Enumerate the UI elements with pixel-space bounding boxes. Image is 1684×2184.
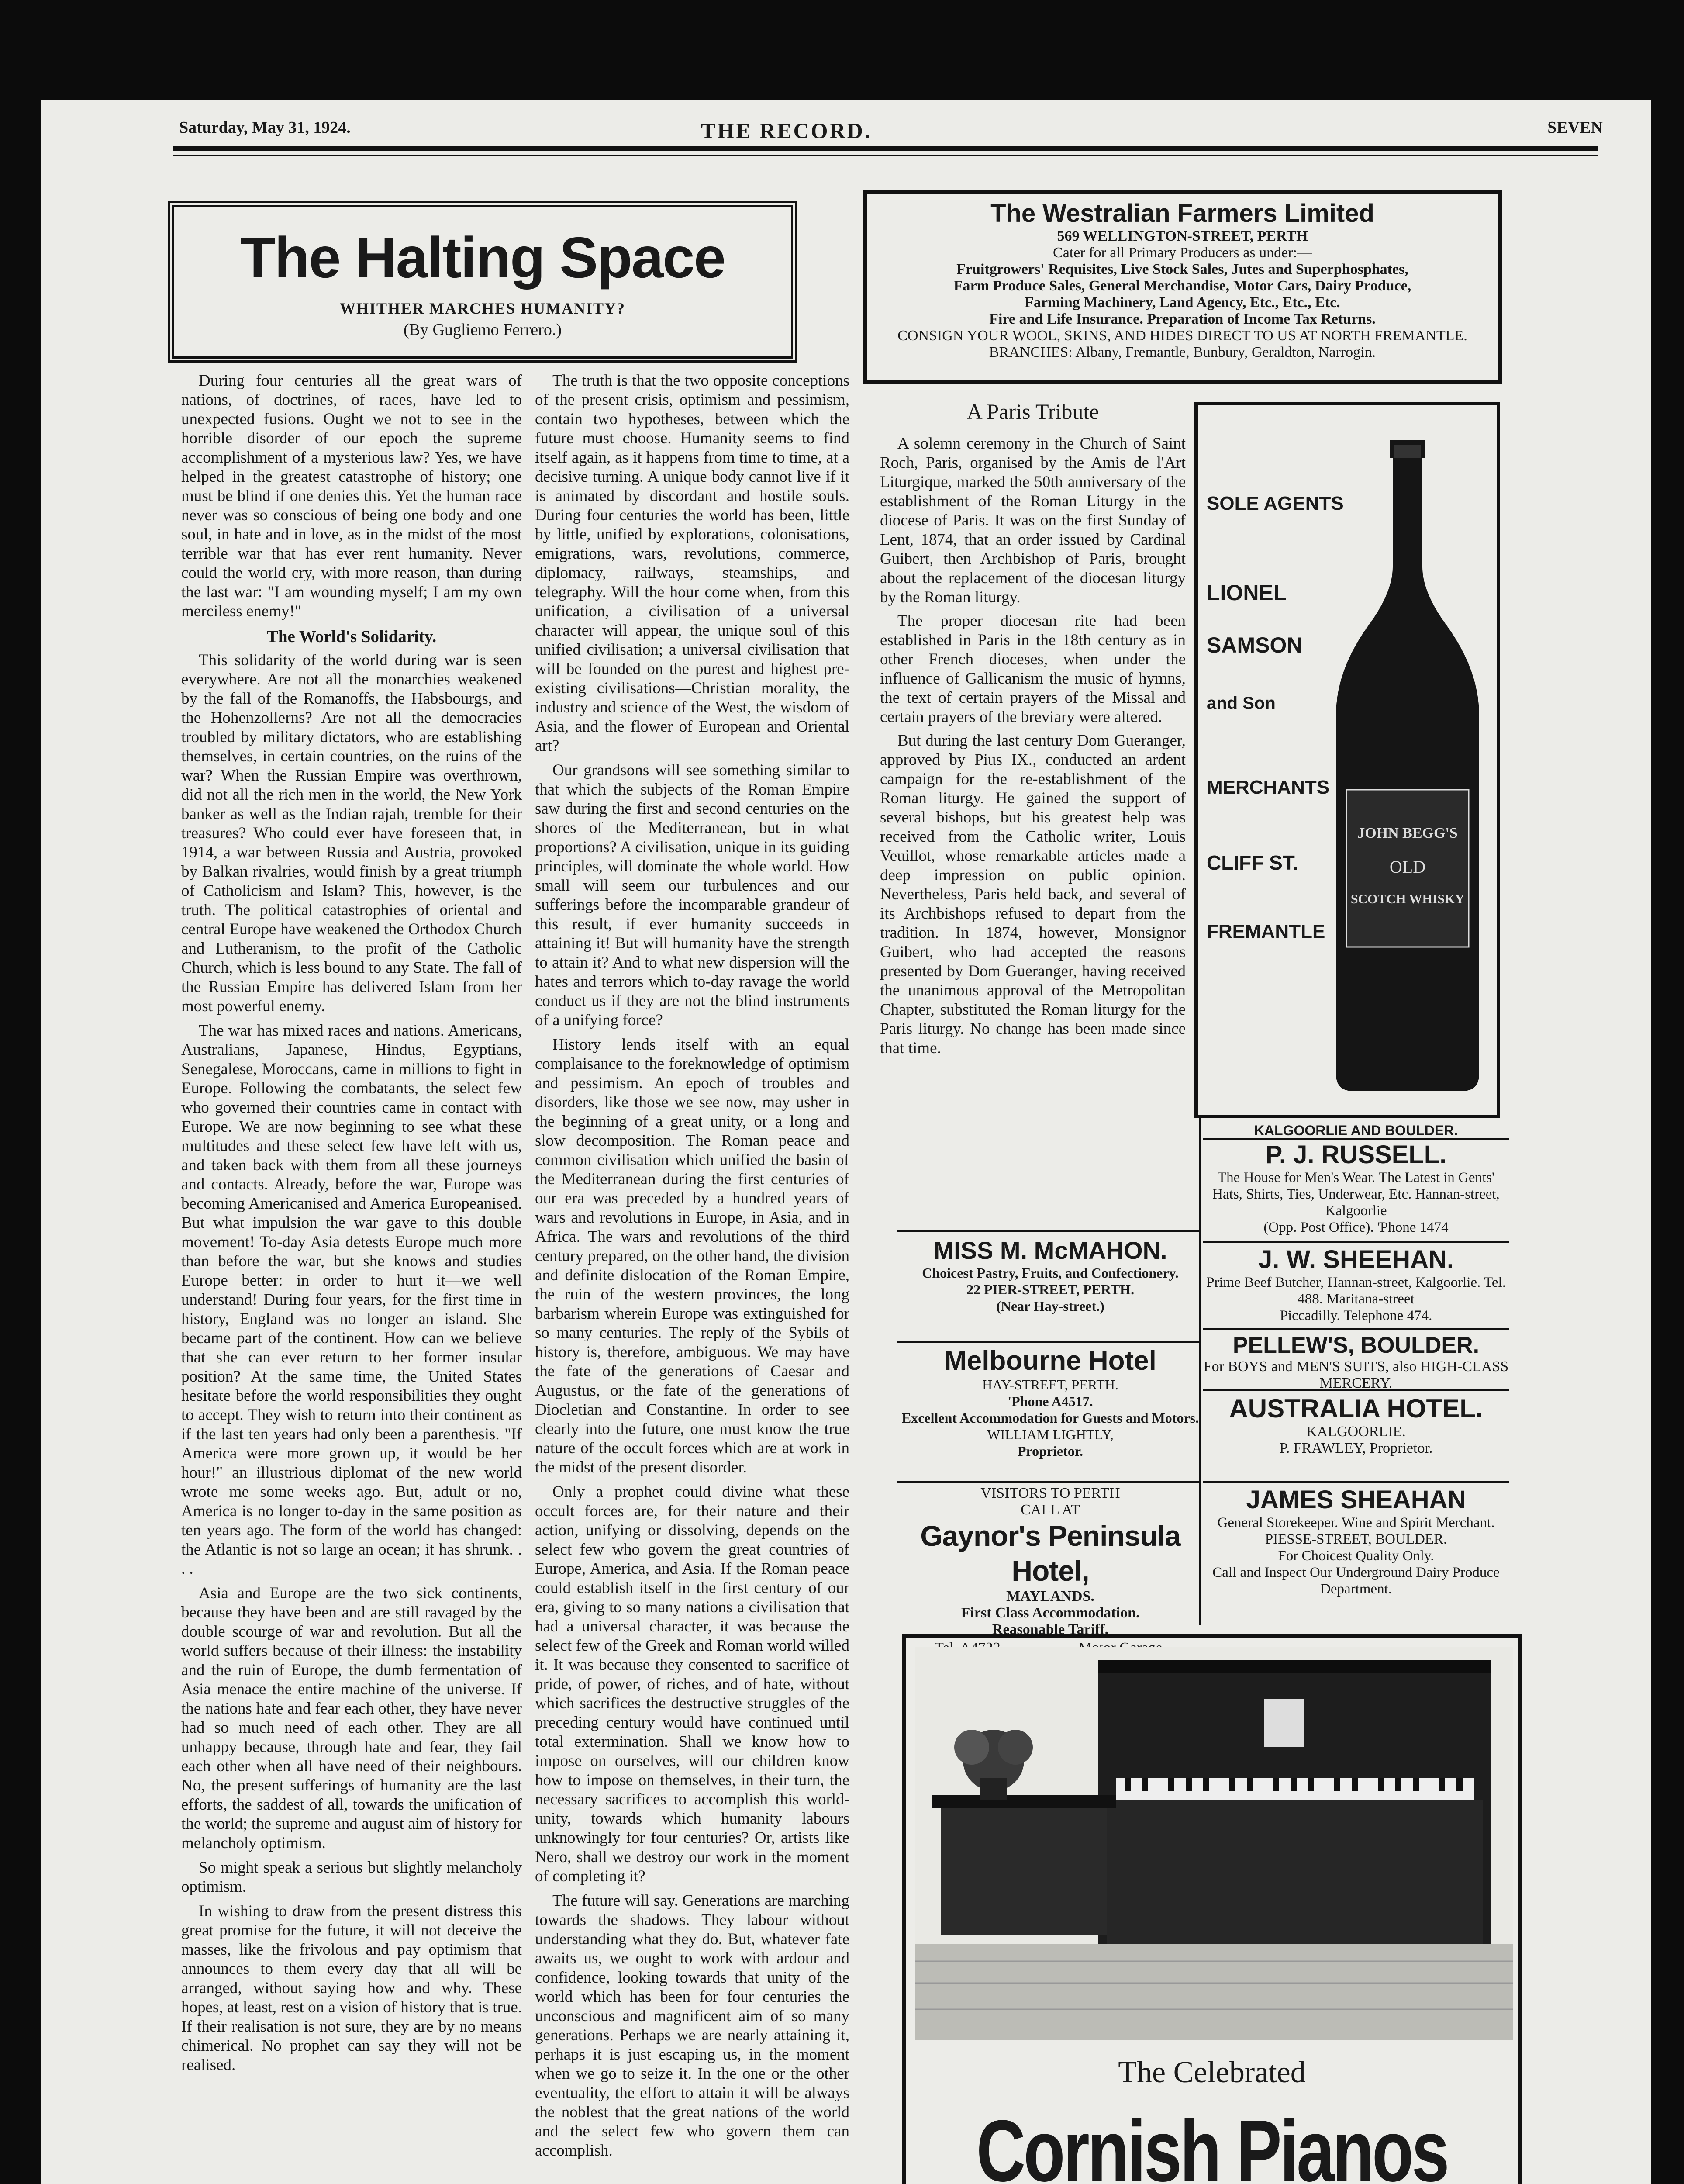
article-subheading: The World's Solidarity. xyxy=(266,627,437,646)
divider xyxy=(1203,1389,1509,1391)
ad-line: The Celebrated xyxy=(1118,2056,1306,2089)
paris-tribute-article xyxy=(880,402,1186,1214)
whisky-ad xyxy=(1194,402,1500,1118)
ad-line: WILLIAM LIGHTLY, xyxy=(987,1427,1114,1442)
ad-line: Farm Produce Sales, General Merchandise, Motor Cars, Dairy Produce, xyxy=(953,278,1411,294)
sheehan-ad xyxy=(1203,1245,1509,1324)
ad-line: MERCHANTS xyxy=(1207,777,1330,798)
bottle-label-line: SCOTCH WHISKY xyxy=(1350,892,1465,906)
ad-line: SOLE AGENTS xyxy=(1207,493,1344,514)
ad-line: Reasonable Tariff. xyxy=(992,1621,1109,1638)
ad-line: Farming Machinery, Land Agency, Etc., Etc., Etc. xyxy=(1025,294,1340,311)
article-title-box xyxy=(168,201,797,363)
article-title: The Halting Space xyxy=(240,225,725,290)
article-title: A Paris Tribute xyxy=(966,402,1099,424)
bottle-label-line: JOHN BEGG'S xyxy=(1357,825,1458,841)
ad-heading: AUSTRALIA HOTEL. xyxy=(1229,1394,1483,1423)
ad-line: SAMSON xyxy=(1207,633,1303,657)
article-paragraph: The future will say. Generations are marching towards the shadows. They labour without understanding what they do. But, whatever fate awaits us, we ought to work with ardour and confidence, looking towards that unity of the world which has been for four centuries the unconscious and magnificent aim of so many generations. Perhaps we are nearly attaining it, perhaps it is just escaping us, in the moment when we go to seize it. In the one or the other eventuality, the effort to attain it will be always the noblest that the great nations of the world and the select few who govern them can accomplish. xyxy=(535,1892,849,2160)
ad-heading: P. J. RUSSELL. xyxy=(1265,1140,1447,1169)
article-subtitle: WHITHER MARCHES HUMANITY? xyxy=(339,300,626,317)
article-paragraph: So might speak a serious but slightly melancholy optimism. xyxy=(181,1859,522,1896)
ad-line: BRANCHES: Albany, Fremantle, Bunbury, Geraldton, Narrogin. xyxy=(989,344,1376,360)
ad-line: Cater for all Primary Producers as under:— xyxy=(1053,245,1312,261)
ad-line: and Son xyxy=(1207,694,1276,713)
ad-heading: JAMES SHEAHAN xyxy=(1246,1486,1466,1514)
masthead-rule-thin xyxy=(173,155,1598,156)
ad-line: LIONEL xyxy=(1207,581,1287,605)
article-paragraph: This solidarity of the world during war is seen everywhere. Are not all the monarchies weakened by the fall of the Romanoffs, the Habsbourgs, and the Hohenzollerns? Are not all the democracies troubled by military dictators, who are establishing themselves, in certain countries, on the ruins of the war? When the Russian Empire was overthrown, did not all the rich men in the world, the New York banker as well as the Indian rajah, tremble for their treasures? Who could ever have foreseen that, in 1914, a war between Russia and Austria, provoked by Balkan rivalries, would finish by a great triumph of Catholicism and Islam? This, however, is the truth. The political catastrophies of oriental and central Europe have weakened the Orthodox Church and Lutheranism, to the profit of the Catholic Church, which is less bound to any State. The fall of the Russian Empire has delivered Islam from her most powerful enemy. xyxy=(181,651,522,1015)
ad-line: MAYLANDS. xyxy=(1006,1588,1094,1604)
newspaper-page xyxy=(41,100,1651,2184)
ad-line: Prime Beef Butcher, Hannan-street, Kalgoorlie. Tel. 488. Maritana-street xyxy=(1206,1275,1506,1307)
mcmahon-ad xyxy=(897,1236,1203,1314)
ad-line: 'Phone A4517. xyxy=(1008,1393,1093,1409)
ad-line: 569 WELLINGTON-STREET, PERTH xyxy=(1057,228,1308,244)
ad-line: The House for Men's Wear. The Latest in Gents' Hats, Shirts, Ties, Underwear, Etc. Hannan-street, Kalgoorlie xyxy=(1212,1170,1500,1219)
ad-line: PIESSE-STREET, BOULDER. xyxy=(1265,1531,1447,1547)
divider xyxy=(1203,1481,1509,1483)
article-paragraph: History lends itself with an equal complaisance to the foreknowledge of optimism and pessimism. An epoch of troubles and disorders, like those we see now, may usher in the beginning of a great unity, or a long and slow decomposition. The Roman peace and common civilisation which unified the basin of the Mediterranean during the first centuries of our era was preceded by a hundred years of wars and revolutions in Europe, in Asia, and in Africa. The wars and revolutions of the third century prepared, on the other hand, the division and definite dislocation of the Roman Empire, the ruin of the western provinces, the long barbarism wherein Europe was extinguished for so many centuries. The reply of the Sybils of history is, therefore, ambiguous. We may have the fate of the generations of Caesar and Augustus, or the fate of the generations of Diocletian and Constantine. In order to see clearly into the future, one must know the true nature of the occult forces which are at work in the midst of the present disorder. xyxy=(535,1036,849,1476)
divider xyxy=(897,1481,1199,1483)
ad-line: Fire and Life Insurance. Preparation of Income Tax Returns. xyxy=(989,311,1376,327)
divider xyxy=(897,1341,1199,1343)
article-column-2 xyxy=(535,371,849,2184)
divider xyxy=(1203,1328,1509,1330)
article-paragraph: The proper diocesan rite had been established in Paris in the 18th century as in other French dioceses, when under the influence of Gallicanism the music of hymns, the text of certain prayers of the Missal and certain prayers of the breviary were altered. xyxy=(880,612,1186,726)
ad-heading: Melbourne Hotel xyxy=(944,1346,1156,1376)
kalgoorlie-boulder-header: KALGOORLIE AND BOULDER. xyxy=(1254,1123,1458,1138)
article-byline: (By Gugliemo Ferrero.) xyxy=(404,321,562,339)
article-paragraph: Only a prophet could divine what these occult forces are, for their nature and their action, unifying or dissolving, depends on the select few who govern the great countries of Europe, America, and Asia. If the Roman peace could establish itself in the first century of our era, giving to so many nations a civilisation that had a universal character, it was because the select few of the Greek and Roman world willed it. It was because they consented to sacrifice of pride, of power, of riches, and of hate, without which sacrifices the destructive struggles of the preceding century would have continued until total extermination. Shall we know how to impose on ourselves, will our children know how to impose on themselves, in their turn, the necessary sacrifices to accomplish this world-unity, towards which humanity labours unknowingly for four centuries? Or, artists like Nero, shall we destroy our work in the moment of completing it? xyxy=(535,1483,849,1885)
piano-illustration xyxy=(915,1647,1513,2040)
ad-line: KALGOORLIE. xyxy=(1306,1424,1406,1440)
melbourne-hotel-ad xyxy=(897,1345,1203,1459)
ad-line: CALL AT xyxy=(1021,1502,1080,1518)
pellew-ad xyxy=(1203,1332,1509,1392)
masthead-rule xyxy=(173,146,1598,151)
russell-ad xyxy=(1203,1140,1509,1236)
ad-line: For BOYS and MEN'S SUITS, also HIGH-CLASS MERCERY. xyxy=(1203,1358,1509,1391)
ad-line: Fruitgrowers' Requisites, Live Stock Sales, Jutes and Superphosphates, xyxy=(956,261,1408,277)
ad-line: (Opp. Post Office). 'Phone 1474 xyxy=(1263,1220,1449,1235)
whisky-bottle-illustration xyxy=(1329,432,1486,1095)
ad-line: P. FRAWLEY, Proprietor. xyxy=(1279,1440,1433,1456)
page-number: SEVEN xyxy=(1547,118,1603,137)
divider xyxy=(897,1230,1199,1232)
ad-line: CONSIGN YOUR WOOL, SKINS, AND HIDES DIRECT TO US AT NORTH FREMANTLE. xyxy=(897,328,1467,344)
ad-heading: The Westralian Farmers Limited xyxy=(990,199,1374,228)
article-paragraph: Our grandsons will see something similar to that which the subjects of the Roman Empire saw during the first and second centuries on the shores of the Mediterranean, but in what proportions? A civilisation, unique in its guiding principles, will dominate the whole world. How small will seem our turbulences and our sufferings before the incomparable grandeur of this result, if ever humanity succeeds in attaining it! But will humanity have the strength to attain it? And to what new dispersion will the hates and terrors which to-day ravage the world conduct us if they are not the blind instruments of a unifying force? xyxy=(535,761,849,1029)
ad-line: Proprietor. xyxy=(1017,1443,1084,1459)
ad-line: Piccadilly. Telephone 474. xyxy=(1280,1308,1432,1324)
article-paragraph: The truth is that the two opposite conceptions of the present crisis, optimism and pessimism, contain two hypotheses, between which the future must choose. Humanity seems to find itself again, as it happens from time to time, at a decisive turning. A unique body cannot live if it is animated by discordant and hostile souls. During four centuries the world has been, little by little, unified by explorations, colonisations, emigrations, wars, revolutions, commerce, diplomacy, railways, steamships, and telegraphy. Will the hour come when, from this unification, a civilisation of a universal character will appear, the unique soul of this unified civilisation; a universal civilisation that will be founded on the purest and highest pre-existing civilisations—Christian morality, the industry and science of the West, the wisdom of Asia, and the flower of European and Oriental art? xyxy=(535,372,849,755)
bottle-label-line: OLD xyxy=(1389,857,1426,877)
ad-heading: Gaynor's Peninsula Hotel, xyxy=(920,1520,1180,1587)
article-paragraph: During four centuries all the great wars of nations, of doctrines, of races, have led to unexpected fusions. Ought we not to see in the horrible disorder of our epoch the supreme accomplishment of a mysterious law? Yes, we have helped in the greatest catastrophe of history; one must be blind if one denies this. Yet the human race never was so conscious of being one body and one soul, in hate and in love, as in the midst of the most terrible war that has ever rent humanity. Never could the world cry, with more reason, than during the last war: "I am wounding myself; I am my own merciless enemy!" xyxy=(181,372,522,620)
article-paragraph: Asia and Europe are the two sick continents, because they have been and are still ravaged by the double scourge of war and revolution. But all the world suffers because of their illness: the instability and the ruin of Europe, the dumb fermentation of Asia menace the entire machine of the universe. If the nations hate and fear each other, they have never had so much need of each other. They are all unhappy because, through hate and fear, they fail each other when all have need of their neighbours. No, the present sufferings of humanity are the last efforts, the saddest of all, towards the unification of the world; the supreme and august aim of history for melancholy optimism. xyxy=(181,1584,522,1852)
ad-line: Call and Inspect Our Underground Dairy Produce Department. xyxy=(1212,1565,1500,1597)
ad-heading: Cornish Pianos xyxy=(976,2102,1448,2184)
ad-line: (Near Hay-street.) xyxy=(996,1298,1104,1314)
ad-line: VISITORS TO PERTH xyxy=(980,1485,1120,1501)
ad-line: FREMANTLE xyxy=(1207,921,1325,942)
ad-line: HAY-STREET, PERTH. xyxy=(982,1377,1118,1393)
article-paragraph: The war has mixed races and nations. Americans, Australians, Japanese, Hindus, Egyptians, Senegalese, Moroccans, came in millions to fight in Europe. Following the combatants, the select few who governed their countries came in contact with Europe. We are now beginning to see what these multitudes and these select few have left with us, and taken back with them from all these journeys and contacts. Already, before the war, Europe was becoming Americanised and America Europeanised. But what impulsion the war gave to this double movement! To-day Asia detests Europe much more than before the war, but she knows and studies Europe better: in order to hurt it—we well understand! During four years, for the first time in history, England was no longer an island. She became part of the continent. How can we believe that she can ever return to her former insular position? At the same time, the United States hesitate before the world responsibilities they ought to accept. They wish to return into their continent as if the last ten years had only been a parenthesis. "If America were more grown up, it would be her hour!" an illustrious diplomat of the new world wrote me some weeks ago. But, adult or no, America is no longer to-day in the same position as ten years ago. The form of the world has changed: the Atlantic is not so large an ocean; it has shrunk. . . . xyxy=(181,1022,522,1578)
article-paragraph: A solemn ceremony in the Church of Saint Roch, Paris, organised by the Amis de l'Art Liturgique, marked the 50th anniversary of the establishment of the Roman Liturgy in the diocese of Paris. It was on the first Sunday of Lent, 1874, that an order issued by Cardinal Guibert, then Archbishop of Paris, brought about the replacement of the diocesan liturgy by the Roman liturgy. xyxy=(880,435,1186,606)
ad-line: General Storekeeper. Wine and Spirit Merchant. xyxy=(1217,1515,1495,1531)
westralian-farmers-ad xyxy=(863,190,1502,384)
ad-heading: MISS M. McMAHON. xyxy=(933,1237,1167,1264)
australia-hotel-ad xyxy=(1203,1393,1509,1457)
ad-line: CLIFF ST. xyxy=(1207,851,1298,874)
ad-line: Excellent Accommodation for Guests and Motors. xyxy=(901,1410,1199,1426)
newspaper-title: THE RECORD. xyxy=(701,118,872,143)
ad-line: 22 PIER-STREET, PERTH. xyxy=(966,1282,1135,1297)
ad-heading: J. W. SHEEHAN. xyxy=(1258,1245,1454,1274)
james-sheahan-ad xyxy=(1203,1485,1509,1597)
ad-line: For Choicest Quality Only. xyxy=(1278,1548,1434,1564)
issue-date: Saturday, May 31, 1924. xyxy=(179,118,351,137)
divider xyxy=(1203,1241,1509,1243)
ad-heading: PELLEW'S, BOULDER. xyxy=(1232,1333,1480,1358)
article-paragraph: In wishing to draw from the present distress this great promise for the future, it will not deceive the masses, like the frivolous and pay optimism that announces to them every day that all will be arranged, without saying how and why. These hopes, at least, rest on a vision of history that is true. If their realisation is not sure, they are by no means chimerical. No prophet can say they will not be realised. xyxy=(181,1902,522,2074)
cornish-pianos-ad xyxy=(902,1634,1522,2184)
article-paragraph: But during the last century Dom Gueranger, approved by Pius IX., conducted an ardent campaign for the re-establishment of the Roman liturgy. He gained the support of several bishops, but his greatest help was received from the Catholic writer, Louis Veuillot, whose remarkable articles made a deep impression on public opinion. Nevertheless, Paris held back, and several of its Archbishops refused to depart from the tradition. In 1874, however, Monsignor Guibert, who had accepted the reasons presented by Dom Gueranger, having received the unanimous approval of the Metropolitan Chapter, substituted the Roman liturgy for the Paris liturgy. No change has been made since that time. xyxy=(880,732,1186,1057)
gaynor-hotel-ad xyxy=(897,1485,1203,1656)
ad-line: Choicest Pastry, Fruits, and Confectionery. xyxy=(922,1265,1179,1281)
article-column-1 xyxy=(181,371,522,2184)
ad-line: First Class Accommodation. xyxy=(961,1605,1140,1621)
